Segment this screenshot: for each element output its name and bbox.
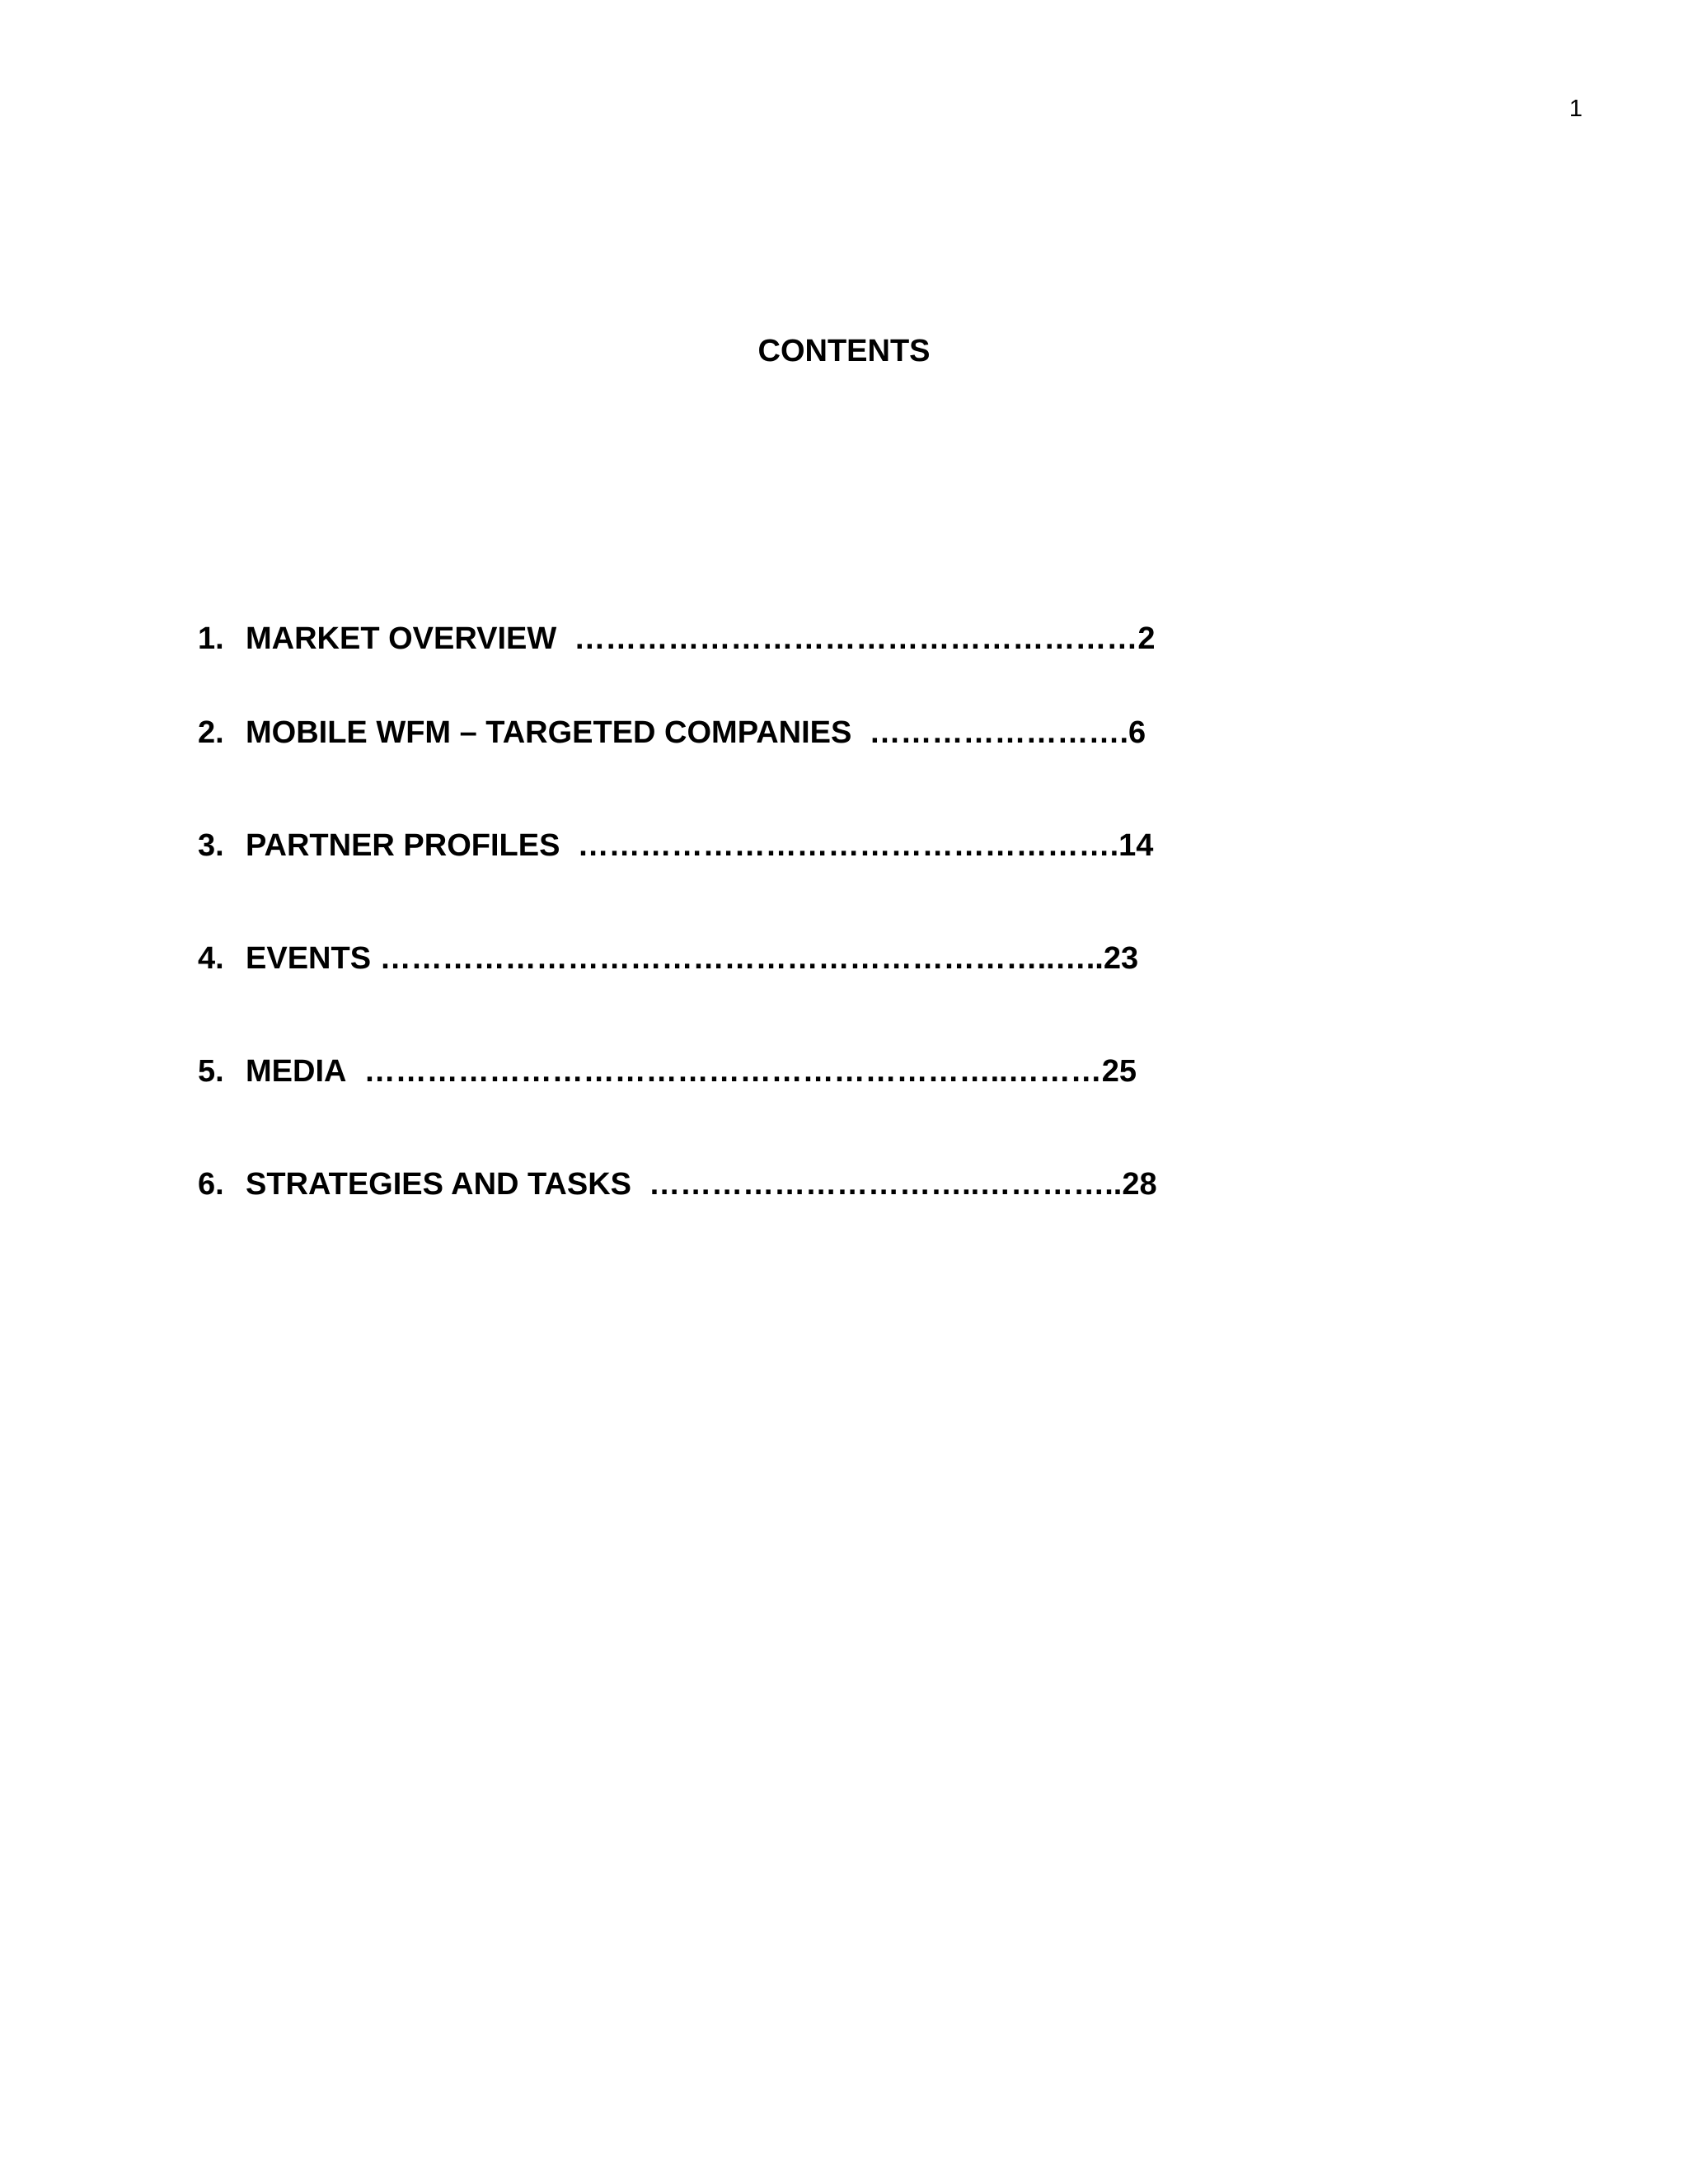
page-number: 1 (1568, 96, 1582, 122)
toc-entry-market-overview[interactable] (198, 623, 1155, 654)
toc-entry-strategies-and-tasks[interactable] (198, 1169, 1157, 1200)
contents-title: CONTENTS (757, 334, 931, 368)
toc-entry-title: MARKET OVERVIEW (246, 621, 557, 656)
toc-entry-page: 6 (1128, 715, 1146, 750)
toc-entry-title: MOBILE WFM – TARGETED COMPANIES (246, 715, 852, 750)
toc-entry-number: 5. (198, 1054, 224, 1089)
toc-leader-dots: ……………………………………………… (574, 621, 1138, 656)
toc-entry-page: 2 (1137, 621, 1156, 656)
toc-entry-number: 2. (198, 715, 224, 750)
toc-entry-media[interactable] (198, 1056, 1137, 1087)
toc-leader-dots: …………………………..………….. (649, 1167, 1123, 1202)
toc-entry-title: STRATEGIES AND TASKS (246, 1167, 631, 1202)
toc-entry-events[interactable] (198, 943, 1138, 974)
toc-leader-dots: ………………………………………………………..….. (379, 941, 1104, 976)
toc-entry-page: 25 (1101, 1054, 1137, 1089)
toc-leader-dots: ……………………………………………. (577, 828, 1119, 863)
toc-entry-page: 23 (1103, 941, 1139, 976)
toc-entry-partner-profiles[interactable] (198, 830, 1153, 861)
toc-entry-title: EVENTS (246, 941, 372, 976)
toc-entry-page: 14 (1118, 828, 1154, 863)
toc-leader-dots: ……………………………………………………..……… (363, 1054, 1102, 1089)
toc-entry-number: 1. (198, 621, 224, 656)
toc-entry-mobile-wfm[interactable] (198, 717, 1146, 748)
toc-entry-title: MEDIA (246, 1054, 347, 1089)
toc-entry-number: 3. (198, 828, 224, 863)
toc-entry-page: 28 (1122, 1167, 1157, 1202)
toc-entry-number: 6. (198, 1167, 224, 1202)
toc-entry-number: 4. (198, 941, 224, 976)
toc-leader-dots: ……………………. (869, 715, 1129, 750)
toc-entry-title: PARTNER PROFILES (246, 828, 560, 863)
